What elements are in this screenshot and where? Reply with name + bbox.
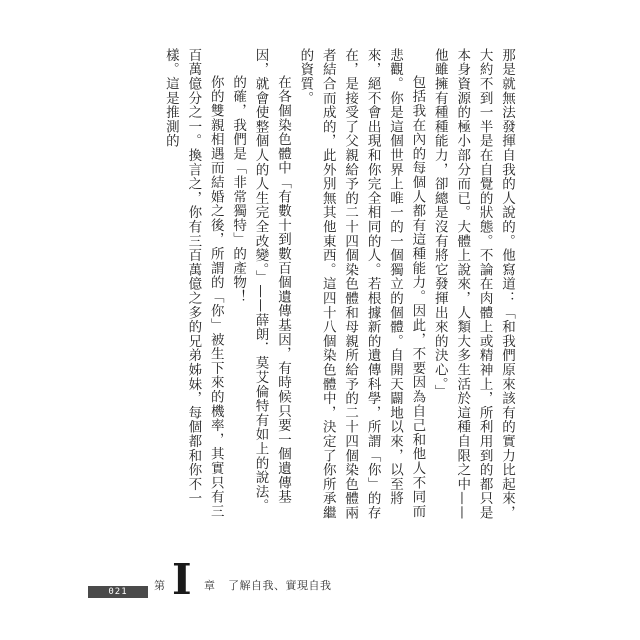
paragraph-1: 那是就無法發揮自我的人說的。他寫道：「和我們原來該有的實力比起來，大約不到一半是在自覺的狀態。不論在肉體上或精神上，所利用到的都只是本身資源的極小部分而已。大體上說來，人類大多生活於這種自限之中——他雖擁有種種能力，卻總是沒有將它發揮出來的決心。」	[431, 48, 515, 520]
chapter-label: 第	[154, 579, 165, 592]
book-page	[88, 40, 558, 604]
paragraph-2: 包括我在內的每個人都有這種能力。因此，不要因為自己和他人不同而悲觀。你是這個世界上唯一的一個獨立的個體。自開天闢地以來，以至將來，絕不會出現和你完全相同的人。若根據新的遺傳科學，所謂「你」的存在，是接受了父親給予的二十四個染色體和母親所給予的二十四個染色體兩者結合而成的，此外別無其他東西。這四十八個染色體中，決定了你所承繼的資質。	[297, 48, 426, 520]
chapter-title: 了解自我、實現自我	[228, 579, 332, 592]
paragraph-3: 在各個染色體中「有數十到數百個遺傳基因，有時候只要一個遺傳基因，就會使整個人的人生完全改變。」——薛朗．莫艾倫特有如上的說法。	[252, 48, 291, 514]
page-number: 021	[108, 587, 128, 597]
chapter-number: I	[172, 555, 192, 604]
chapter-suffix: 章	[204, 579, 215, 592]
paragraph-4: 的確，我們是「非常獨特」的產物！	[230, 75, 247, 304]
page-footer	[88, 555, 558, 606]
body-text	[152, 48, 518, 524]
paragraph-5: 你的雙親相遇而結婚之後，所謂的「你」被生下來的機率，其實只有三百萬億分之一。換言之，你有三百萬億之多的兄弟姊妹，每個都和你不一樣。這是推測的	[162, 48, 224, 519]
page-number-bar	[88, 586, 148, 598]
